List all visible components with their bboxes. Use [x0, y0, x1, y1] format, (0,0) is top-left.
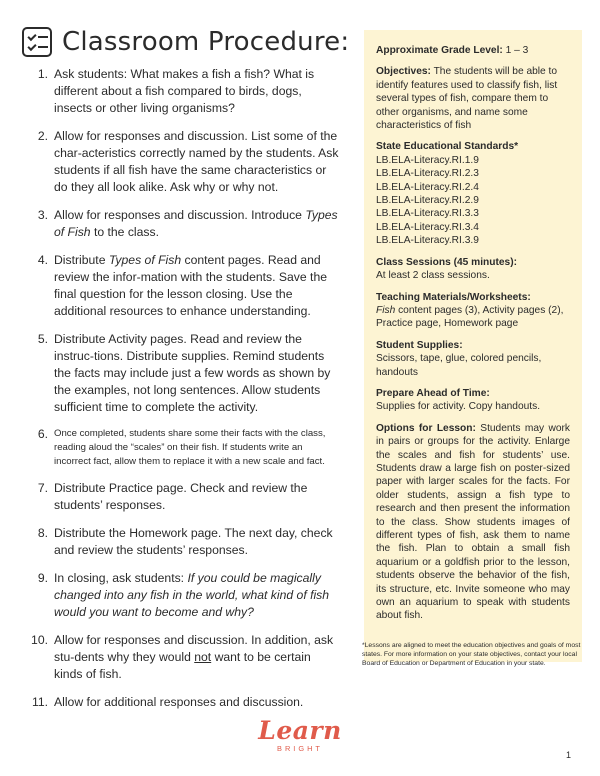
procedure-list	[22, 66, 340, 722]
step-text	[54, 252, 340, 320]
teaching-materials-rest: content pages (3), Activity pages (2), Practice page, Homework page	[376, 304, 564, 330]
step-text	[54, 632, 340, 683]
lesson-info-sidebar	[364, 30, 582, 662]
step-text-part: not	[194, 650, 212, 664]
standard-item: LB.ELA-Literacy.RI.2.4	[376, 181, 479, 193]
procedure-step	[22, 207, 340, 241]
objectives-label: Objectives:	[376, 66, 431, 78]
step-number: 9.	[37, 571, 48, 585]
checklist-icon	[22, 27, 52, 57]
step-text-part: If you could be magically changed into any fish in the world, what kind of fish would you want to become and why?	[54, 571, 330, 619]
step-number: 7.	[37, 481, 48, 495]
step-text	[54, 331, 340, 416]
step-number: 3.	[37, 208, 48, 222]
step-text-part: Allow for additional responses and discussion.	[54, 695, 304, 709]
standard-item: LB.ELA-Literacy.RI.1.9	[376, 154, 479, 166]
step-number: 8.	[37, 526, 48, 540]
standard-item: LB.ELA-Literacy.RI.3.4	[376, 221, 479, 233]
step-text-part: Distribute	[54, 253, 109, 267]
procedure-step	[22, 252, 340, 320]
page-header	[22, 22, 349, 62]
step-text-part: Types of Fish	[54, 208, 338, 239]
procedure-step	[22, 66, 340, 117]
step-text-part: Distribute Activity pages. Read and review the instruc-tions. Distribute supplies. Remind students the facts may include just a few words as shown by the examples, not long sentences. Allow students sufficient time to complete the activity.	[54, 332, 331, 414]
procedure-step	[22, 128, 340, 196]
procedure-step	[22, 694, 340, 711]
class-sessions-label: Class Sessions (45 minutes):	[376, 256, 517, 268]
step-text-part: Allow for responses and discussion. List some of the char-acteristics correctly named by the students. Ask students if all fish have the same characteristics or do they all look alike. Ask why or why not.	[54, 129, 339, 194]
lesson-options	[376, 422, 570, 623]
step-text	[54, 480, 340, 514]
standards-list	[376, 154, 570, 248]
student-supplies-text: Scissors, tape, glue, colored pencils, handouts	[376, 353, 542, 378]
step-number: 2.	[37, 129, 48, 143]
lesson-options-text: Students may work in pairs or groups for the activity. Enlarge the scales and fish for students’ use. Students draw a large fish on poster-sized paper with larger scales for the facts. For older students, assign a fish type to research and then present the information to the class. Show students images of different types of fish, ask them to name the fish. Plan to obtain a small fish aquarium or a goldfish prior to the lesson, students observe the behavior of the fish, its structure, etc. Invite someone who may own an aquarium to speak with students about fish.	[376, 422, 570, 622]
objectives-text: The students will be able to identify features used to classify fish, list several types of fish, compare them to other organisms, and name some characteristics of fish	[376, 66, 558, 132]
step-number: 5.	[37, 332, 48, 346]
lesson-options-label: Options for Lesson:	[376, 422, 476, 434]
student-supplies	[376, 339, 570, 379]
step-text-part: content pages. Read and review the infor-mation with the students. Save the final question for the lesson closing. Use the additional resources to enhance understanding.	[54, 253, 328, 318]
objectives	[376, 65, 570, 132]
step-text	[54, 525, 340, 559]
page-number: 1	[566, 750, 572, 760]
procedure-step	[22, 632, 340, 683]
teaching-materials-label: Teaching Materials/Worksheets:	[376, 291, 531, 303]
procedure-step	[22, 331, 340, 416]
step-text-part: In closing, ask students:	[54, 571, 188, 585]
teaching-materials-italic: Fish	[376, 304, 396, 316]
prepare-ahead-label: Prepare Ahead of Time:	[376, 387, 490, 399]
step-text	[54, 427, 340, 469]
step-number: 11.	[31, 695, 48, 709]
logo-subtitle: BRIGHT	[277, 744, 323, 753]
step-text-part: Once completed, students share some their facts with the class, reading aloud the “scales” on their fish. If students write an incorrect fact, allow them to replace it with a new scale and fact.	[54, 428, 326, 467]
step-text	[54, 128, 340, 196]
standards-label: State Educational Standards*	[376, 141, 519, 153]
class-sessions	[376, 256, 570, 283]
step-text-part: want to be certain kinds of fish.	[54, 650, 311, 681]
grade-level-label: Approximate Grade Level:	[376, 45, 503, 56]
standard-item: LB.ELA-Literacy.RI.3.3	[376, 208, 479, 220]
step-number: 4.	[37, 253, 48, 267]
class-sessions-text: At least 2 class sessions.	[376, 270, 490, 282]
standard-item: LB.ELA-Literacy.RI.3.9	[376, 235, 479, 247]
standard-item: LB.ELA-Literacy.RI.2.9	[376, 195, 479, 207]
step-text	[54, 66, 340, 117]
grade-level-value: 1 – 3	[502, 45, 529, 56]
step-text-part: Allow for responses and discussion. In addition, ask stu-dents why they would	[54, 633, 334, 664]
step-number: 10.	[31, 633, 48, 647]
step-number: 1.	[37, 67, 48, 81]
step-text-part: Allow for responses and discussion. Introduce	[54, 208, 306, 222]
page-title: Classroom Procedure:	[62, 27, 350, 57]
step-text	[54, 570, 340, 621]
standards-footnote: *Lessons are aligned to meet the education objectives and goals of most states. For more information on your state objectives, contact your local Board of Education or Department of Education in your state.	[362, 642, 581, 668]
step-number: 6.	[37, 427, 48, 441]
step-text	[54, 207, 340, 241]
step-text-part: Distribute the Homework page. The next day, check and review the students’ responses.	[54, 526, 333, 557]
step-text-part: Types of Fish	[108, 253, 182, 267]
prepare-ahead	[376, 387, 570, 414]
procedure-step	[22, 570, 340, 621]
step-text-part: to the class.	[90, 225, 159, 239]
logo-word: Learn	[258, 716, 342, 745]
standard-item: LB.ELA-Literacy.RI.2.3	[376, 168, 479, 180]
teaching-materials-text	[376, 304, 570, 331]
procedure-step	[22, 525, 340, 559]
step-text-part: Ask students: What makes a fish a fish? What is different about a fish compared to birds, dogs, insects or other living organisms?	[54, 67, 315, 115]
prepare-ahead-text: Supplies for activity. Copy handouts.	[376, 401, 541, 413]
learn-bright-logo	[250, 718, 350, 753]
procedure-step	[22, 480, 340, 514]
step-text-part: Distribute Practice page. Check and review the students’ responses.	[54, 481, 308, 512]
grade-level	[376, 44, 570, 57]
standards	[376, 140, 570, 247]
step-text	[54, 694, 340, 711]
teaching-materials	[376, 291, 570, 331]
procedure-step	[22, 427, 340, 469]
student-supplies-label: Student Supplies:	[376, 339, 463, 351]
